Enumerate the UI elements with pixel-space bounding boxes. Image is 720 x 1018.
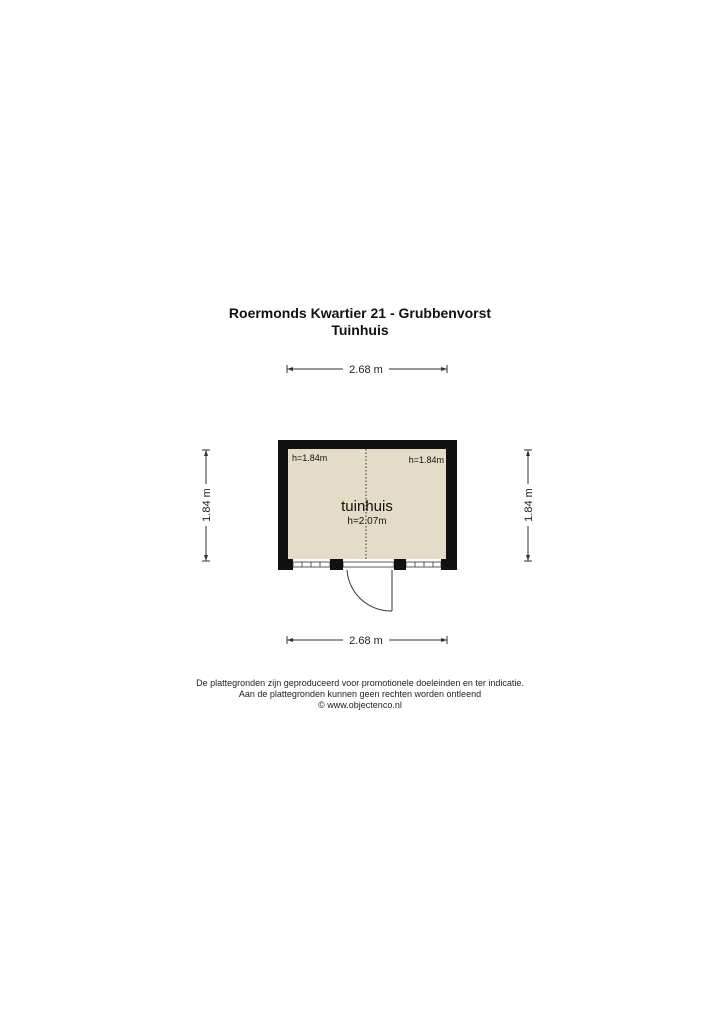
room-name: tuinhuis	[341, 498, 393, 515]
bottom-dimension-label: 2.68 m	[349, 635, 383, 647]
disclaimer-line-2: Aan de plattegronden kunnen geen rechten worden ontleend	[238, 689, 482, 699]
plan-subtitle: Tuinhuis	[331, 322, 389, 338]
bottom-dimension	[287, 635, 447, 647]
plan-title: Roermonds Kwartier 21 - Grubbenvorst	[228, 305, 492, 321]
room-height-center: h=2.07m	[347, 516, 387, 527]
disclaimer-line-1: De plattegronden zijn geproduceerd voor promotionele doeleinden en ter indicatie.	[196, 678, 524, 688]
top-dimension-label: 2.68 m	[349, 364, 383, 376]
right-dimension	[523, 450, 535, 561]
room-height-right: h=1.84m	[408, 455, 444, 465]
room-height-left: h=1.84m	[292, 453, 328, 463]
left-dimension	[201, 450, 213, 561]
copyright-line: © www.objectenco.nl	[318, 700, 402, 710]
right-dimension-label: 1.84 m	[523, 488, 535, 522]
top-dimension	[287, 364, 447, 376]
left-dimension-label: 1.84 m	[201, 488, 213, 522]
door-swing	[347, 570, 392, 611]
